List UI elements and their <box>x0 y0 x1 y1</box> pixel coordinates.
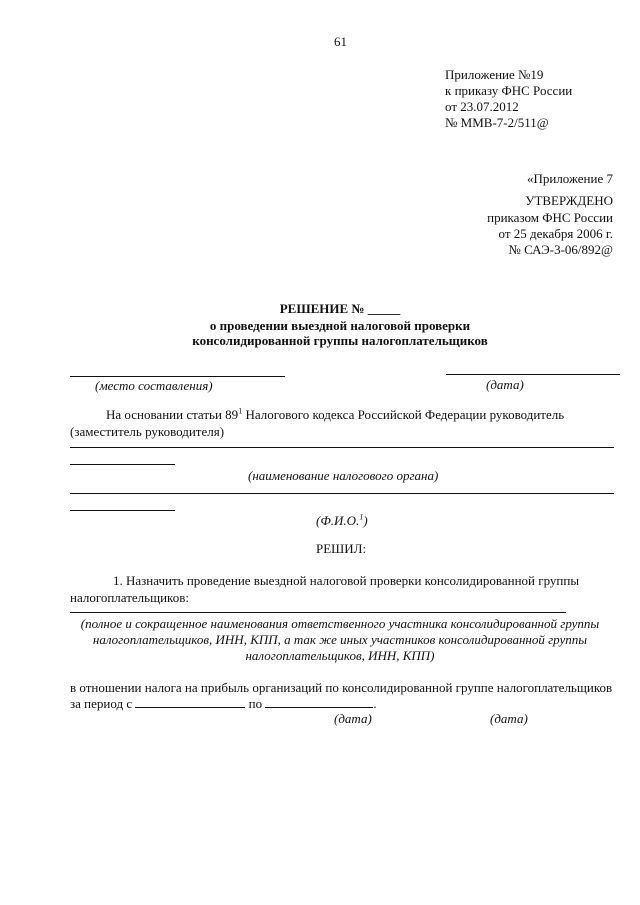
participants-line <box>70 612 566 613</box>
period-from-caption: (дата) <box>334 711 372 726</box>
item1-line-1: 1. Назначить проведение выездной налоговой проверки консолидированной группы <box>113 573 580 588</box>
basis-footnote: 1 <box>238 406 243 416</box>
participants-caption-1: (полное и сокращенное наименования ответственного участника консолидированной группы <box>80 616 600 631</box>
document-subtitle-1: о проведении выездной налоговой проверки <box>209 318 471 333</box>
fill-line-4 <box>70 510 175 511</box>
header-line-4: № ММВ-7-2/511@ <box>445 115 549 130</box>
item1-line-2: налогоплательщиков: <box>70 590 189 605</box>
approval-line-1: «Приложение 7 <box>526 171 613 186</box>
header-line-3: от 23.07.2012 <box>445 99 519 114</box>
participants-caption-2: налогоплательщиков, ИНН, КПП, а так же иных участников консолидированной группы <box>92 632 588 647</box>
header-line-1: Приложение №19 <box>445 67 544 82</box>
date-line <box>446 374 620 375</box>
fill-line-1 <box>70 447 614 448</box>
place-line <box>70 376 285 377</box>
approval-line-5: № САЭ-3-06/892@ <box>508 242 613 257</box>
tax-authority-caption: (наименование налогового органа) <box>248 468 439 483</box>
approval-line-3: приказом ФНС России <box>487 210 613 225</box>
basis-line-2: (заместитель руководителя) <box>70 424 225 439</box>
document-subtitle-2: консолидированной группы налогоплательщиков <box>192 333 488 348</box>
approval-line-2: УТВЕРЖДЕНО <box>525 193 613 208</box>
fio-footnote: 1 <box>359 512 364 522</box>
date-caption: (дата) <box>486 377 524 392</box>
period-prefix: за период с <box>70 696 136 711</box>
page-number: 61 <box>334 34 347 49</box>
decided-heading: РЕШИЛ: <box>316 541 367 556</box>
tax-clause: в отношении налога на прибыль организаций по консолидированной группе налогоплательщиков <box>70 680 613 695</box>
basis-text-after: Налогового кодекса Российской Федерации руководитель <box>242 407 565 422</box>
fill-line-3 <box>70 493 614 494</box>
fio-caption <box>316 513 368 528</box>
participants-caption-3: налогоплательщиков, ИНН, КПП) <box>245 648 435 663</box>
fio-caption-close: ) <box>363 513 368 528</box>
period-middle: по <box>245 696 266 711</box>
period-to-blank <box>265 696 373 708</box>
basis-line-1 <box>106 407 614 422</box>
period-from-blank <box>135 696 245 708</box>
basis-text-before: На основании статьи 89 <box>106 407 239 422</box>
document-title: РЕШЕНИЕ № _____ <box>279 301 401 316</box>
header-line-2: к приказу ФНС России <box>445 83 573 98</box>
approval-line-4: от 25 декабря 2006 г. <box>498 226 613 241</box>
fill-line-2 <box>70 464 175 465</box>
period-to-caption: (дата) <box>490 711 528 726</box>
place-caption: (место составления) <box>95 378 213 393</box>
period-line <box>70 696 377 711</box>
period-suffix: . <box>373 696 377 711</box>
fio-caption-text: (Ф.И.О. <box>316 513 360 528</box>
